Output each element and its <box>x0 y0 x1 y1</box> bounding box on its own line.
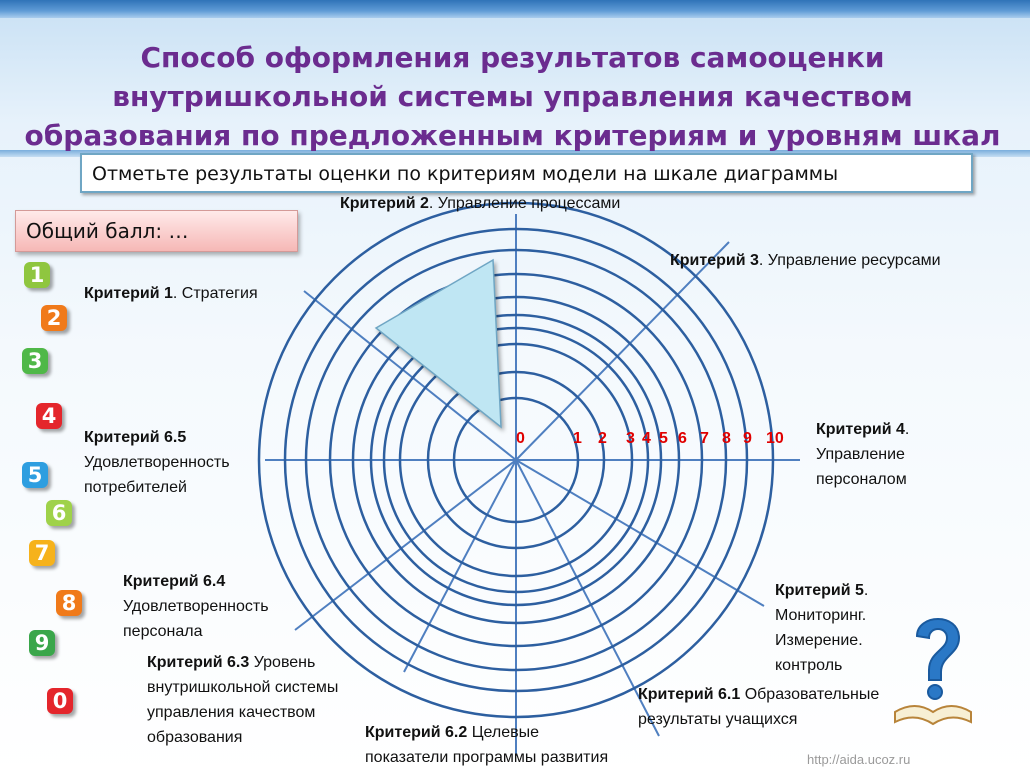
total-score-box: Общий балл: … <box>15 210 298 252</box>
number-cube-icon: 6 <box>46 500 72 526</box>
criterion-4-label: Критерий 4. Управление персоналом <box>816 421 910 488</box>
criterion-axis <box>516 242 729 460</box>
criterion-1-label: Критерий 1. Стратегия <box>84 285 258 302</box>
criterion-5-label: Критерий 5. Мониторинг. Измерение. контроль <box>775 582 869 674</box>
number-cube-icon: 8 <box>56 590 82 616</box>
scale-number: 2 <box>598 430 607 447</box>
scale-number: 9 <box>743 430 752 447</box>
scale-number: 7 <box>700 430 709 447</box>
score-marker-triangle[interactable] <box>376 260 501 427</box>
criterion-6-1-label: Критерий 6.1 Образовательные результаты учащихся <box>638 686 880 728</box>
number-cube-icon: 3 <box>22 348 48 374</box>
scale-number: 1 <box>573 430 582 447</box>
scale-number: 10 <box>766 430 784 447</box>
scale-number: 6 <box>678 430 687 447</box>
number-cube-icon: 2 <box>41 305 67 331</box>
criterion-6-4-label: Критерий 6.4 Удовлетворенность персонала <box>123 573 269 640</box>
number-cube-icon: 0 <box>47 688 73 714</box>
criterion-3-label: Критерий 3. Управление ресурсами <box>670 252 941 269</box>
question-book-icon <box>893 608 973 728</box>
title-line: образования по предложенным критериям и уровням шкал <box>24 119 1001 152</box>
criterion-axis <box>404 460 516 672</box>
scale-number: 5 <box>659 430 668 447</box>
scale-numbers <box>516 430 784 447</box>
criterion-6-2-label: Критерий 6.2 Целевые показатели программы развития <box>365 724 609 766</box>
criterion-6-5-label: Критерий 6.5 Удовлетворенность потребителей <box>84 429 230 496</box>
scale-number: 0 <box>516 430 525 447</box>
instruction-box: Отметьте результаты оценки по критериям модели на шкале диаграммы <box>80 153 973 193</box>
scale-number: 8 <box>722 430 731 447</box>
number-cube-icon: 7 <box>29 540 55 566</box>
criterion-6-3-label: Критерий 6.3 Уровень внутришкольной системы управления качеством образования <box>147 654 339 746</box>
number-cube-icon: 9 <box>29 630 55 656</box>
title-line: Способ оформления результатов самооценки <box>140 41 885 74</box>
number-cube-icon: 1 <box>24 262 50 288</box>
number-cube-icon: 4 <box>36 403 62 429</box>
scale-number: 4 <box>642 430 651 447</box>
scale-number: 3 <box>626 430 635 447</box>
watermark: http://aida.ucoz.ru <box>807 752 911 767</box>
criteria-axes <box>265 214 800 756</box>
criterion-axis <box>295 460 516 630</box>
number-cube-icon: 5 <box>22 462 48 488</box>
title-line: внутришкольной системы управления качеством <box>112 80 913 113</box>
criterion-2-label: Критерий 2. Управление процессами <box>340 195 621 212</box>
